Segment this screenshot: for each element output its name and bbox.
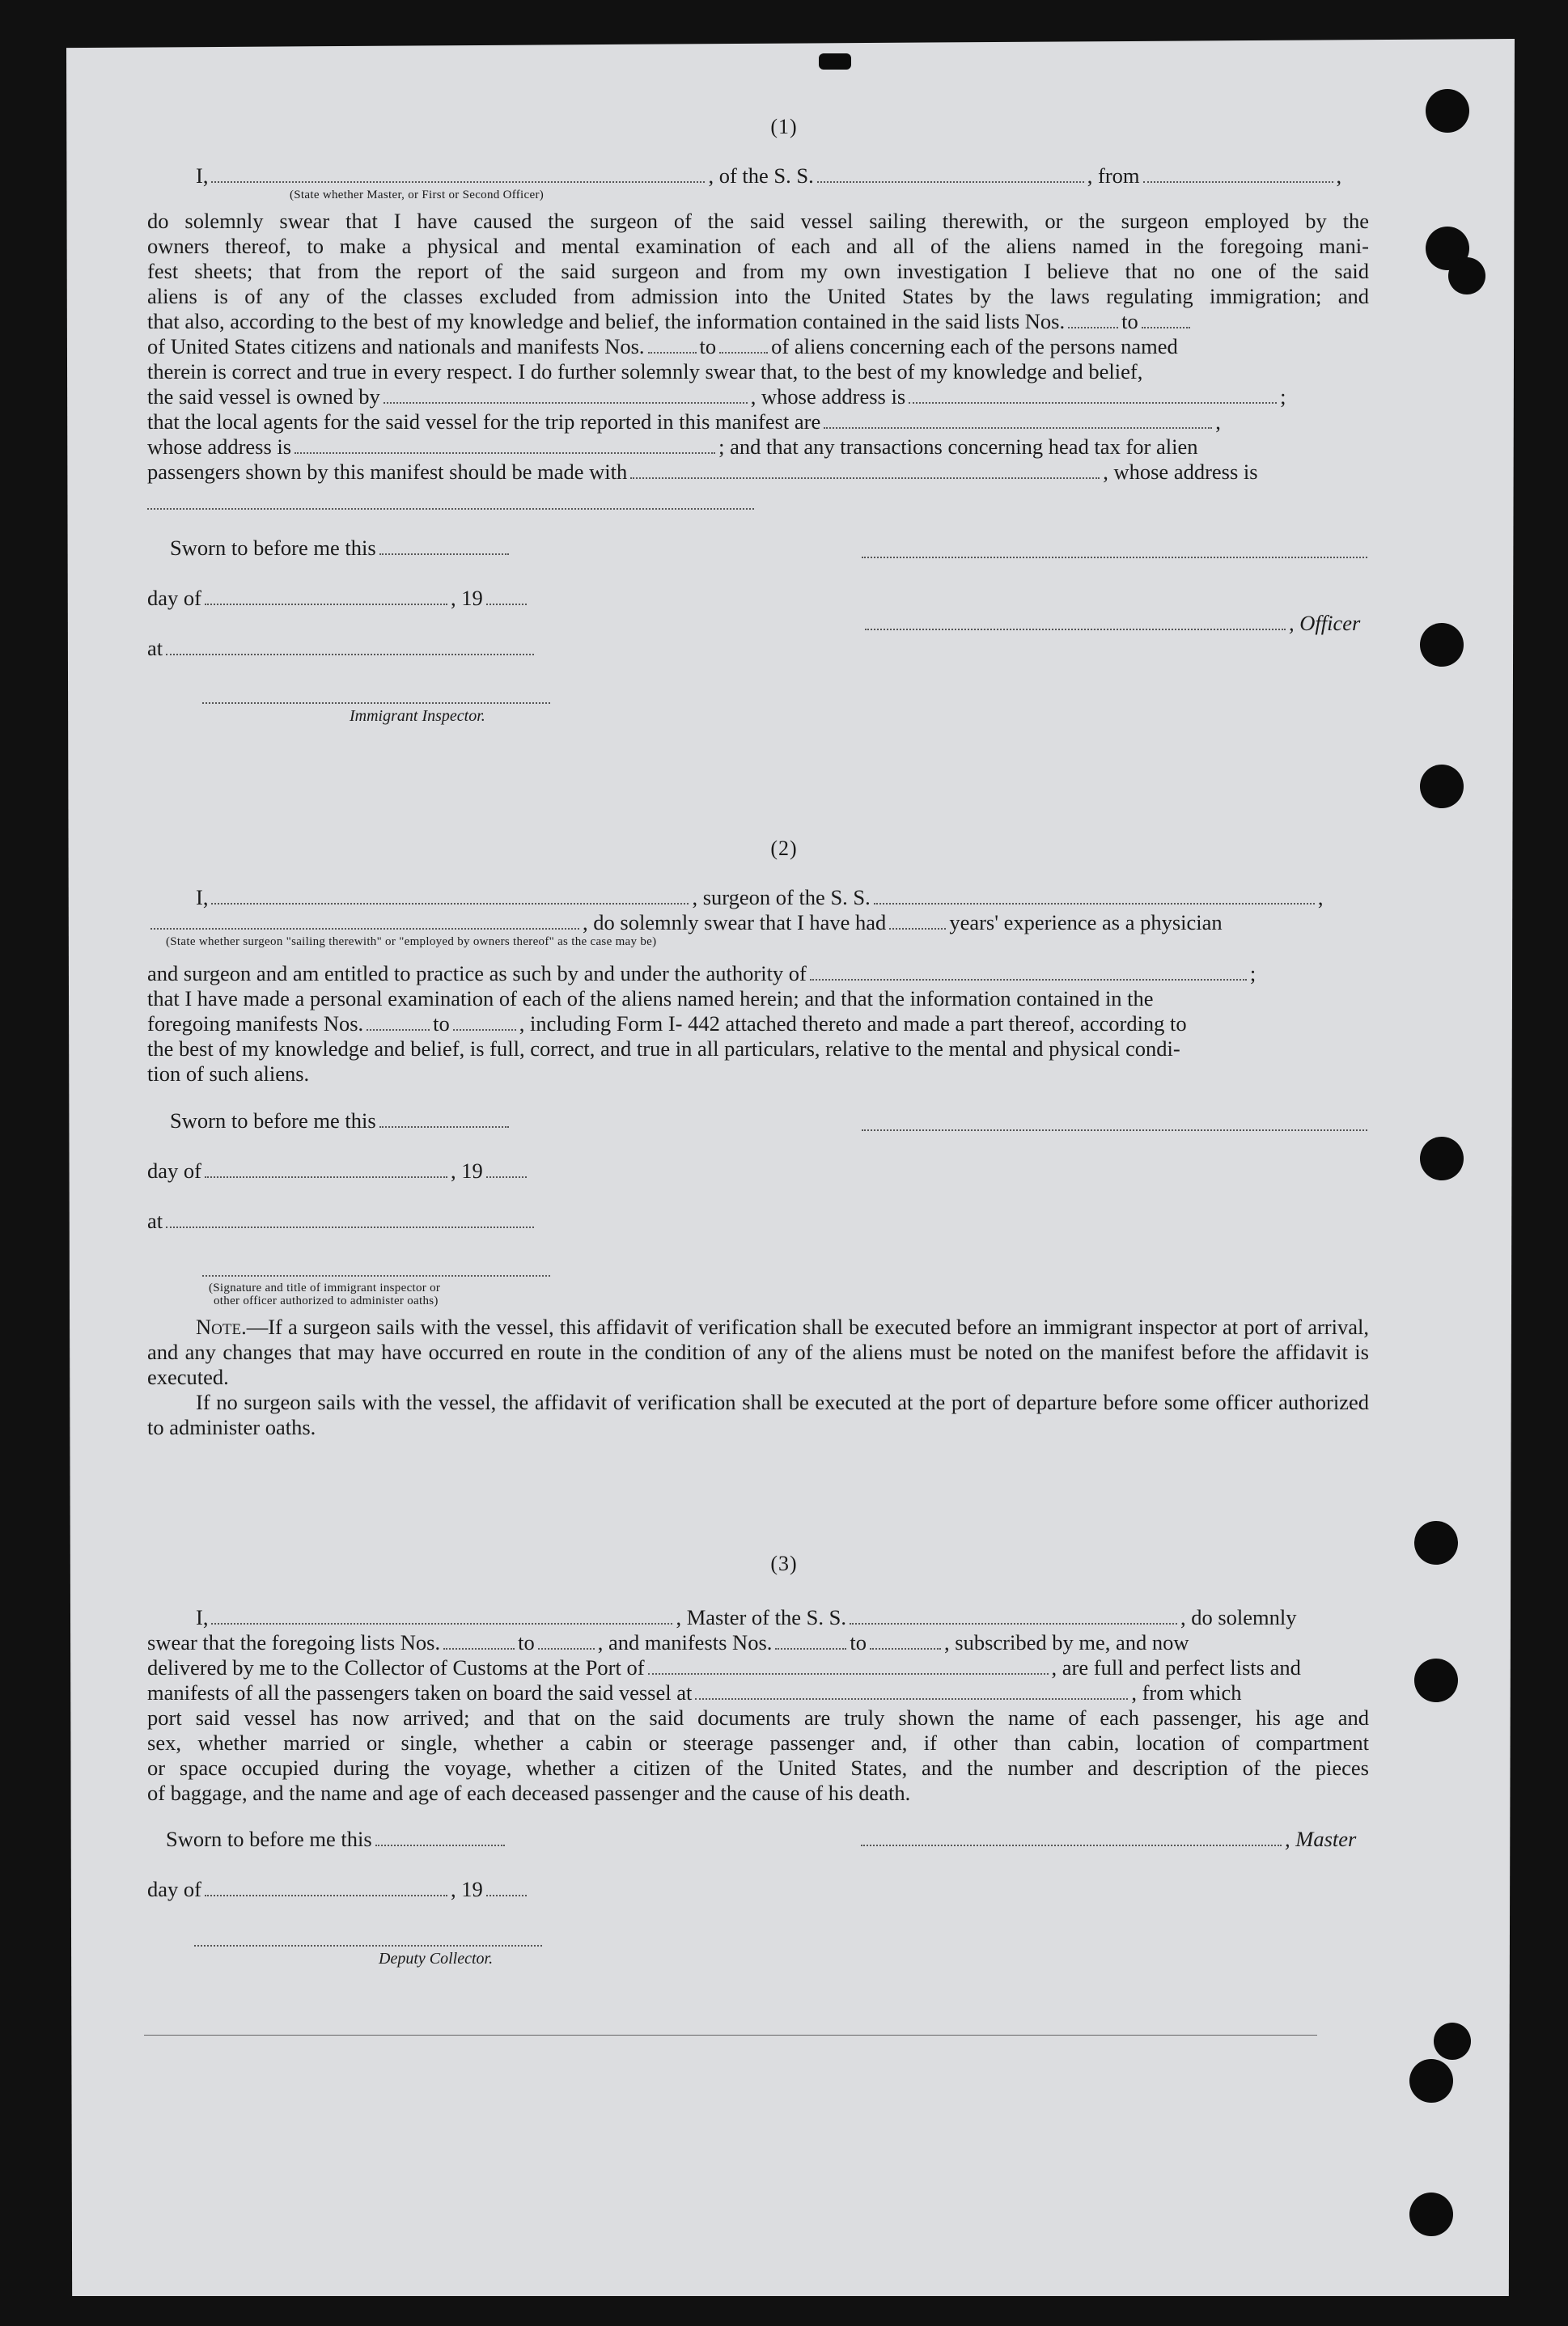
signature-hint-1: (Signature and title of immigrant inspector or xyxy=(209,1282,441,1294)
deputy-collector-label: Deputy Collector. xyxy=(379,1950,494,1968)
authority-line: and surgeon and am entitled to practice as such by and under the authority of ; xyxy=(147,961,1257,985)
section-3-lists: swear that the foregoing lists Nos. to , and manifests Nos. to , subscribed by me, and now xyxy=(147,1630,1189,1654)
section-2-note: Note.—If a surgeon sails with the vessel, this affidavit of verification shall be executed before an immigrant inspector at port of arrival, and any changes that may have occurred en route in the condition of any of the aliens must be noted on the manifest before the affidavit is executed. If no surgeon sails with the vessel, the affidavit of verification shall be executed at the port of departure before some officer authorized to administer oaths. xyxy=(147,1315,1369,1439)
section-3-line-1: I, , Master of the S. S. , do solemnly xyxy=(196,1605,1297,1629)
officer-hint: (State whether Master, or First or Second Officer) xyxy=(290,189,545,201)
deputy-signature-blank xyxy=(194,1945,542,1947)
section-2-signature-blank xyxy=(862,1129,1367,1131)
section-2-body-2: the best of my knowledge and belief, is full, correct, and true in all particulars, relative to the mental and physical condi- xyxy=(147,1036,1180,1061)
correct-line: therein is correct and true in every respect. I do further solemnly swear that, to the best of my knowledge and belief, xyxy=(147,359,1143,383)
address-blank xyxy=(147,508,754,510)
section-3-manifests-all: manifests of all the passengers taken on board the said vessel at , from which xyxy=(147,1680,1242,1705)
section-3-body-last: of baggage, and the name and age of each deceased passenger and the cause of his death. xyxy=(147,1781,911,1805)
punch-hole xyxy=(1409,2193,1453,2236)
local-agents-line: that the local agents for the said vessel for the trip reported in this manifest are , xyxy=(147,409,1221,434)
section-3-master: , Master xyxy=(858,1827,1356,1852)
punch-hole xyxy=(1414,1659,1458,1702)
section-2-body-3: tion of such aliens. xyxy=(147,1061,310,1086)
punch-hole xyxy=(1420,1137,1464,1180)
owned-by-line: the said vessel is owned by , whose address is ; xyxy=(147,384,1286,409)
lists-nos-line: that also, according to the best of my knowledge and belief, the information contained in the said lists Nos. to xyxy=(147,309,1193,334)
section-2-number: (2) xyxy=(770,837,798,860)
punch-hole xyxy=(1409,2059,1453,2103)
inspector-signature-blank xyxy=(202,702,550,704)
punch-hole xyxy=(1448,257,1485,294)
passengers-line: passengers shown by this manifest should be made with , whose address is xyxy=(147,460,1258,484)
section-1-at: at xyxy=(147,636,537,661)
section-2-body-1: that I have made a personal examination of each of the aliens named herein; and that the information contained in the xyxy=(147,986,1154,1010)
section-1-day-of: day of , 19 xyxy=(147,586,530,611)
section-2-inspector-blank xyxy=(202,1275,550,1277)
section-2-manifests: foregoing manifests Nos. to , including Form I- 442 attached thereto and made a part thereof, according to xyxy=(147,1011,1187,1036)
section-3-body: port said vessel has now arrived; and that on the said documents are truly shown the name of each passenger, his age and sex, whether married or single, whether a cabin or steerage passenger and, if other than cabin, location of compartment or space occupied during the voyage, whether a citizen of the United States, and the number and description of the pieces xyxy=(147,1705,1369,1780)
section-1-officer: , Officer xyxy=(862,611,1360,636)
section-1-signature-blank xyxy=(862,557,1367,558)
punch-hole xyxy=(1434,2023,1471,2060)
signature-hint-2: other officer authorized to administer oaths) xyxy=(214,1294,439,1307)
section-3-sworn: Sworn to before me this xyxy=(166,1827,508,1852)
section-2-line-2: , do solemnly swear that I have had years' experience as a physician xyxy=(147,910,1223,935)
section-2-day-of: day of , 19 xyxy=(147,1159,530,1184)
surgeon-hint: (State whether surgeon "sailing therewith" or "employed by owners thereof" as the case may be) xyxy=(166,935,657,948)
section-1-number: (1) xyxy=(770,115,798,138)
section-2-line-1: I, , surgeon of the S. S. , xyxy=(196,885,1324,909)
section-3-delivered: delivered by me to the Collector of Customs at the Port of , are full and perfect lists and xyxy=(147,1655,1301,1680)
punch-hole xyxy=(1420,765,1464,808)
ink-blot xyxy=(819,53,851,70)
section-1-sworn: Sworn to before me this xyxy=(170,536,512,561)
section-2-at: at xyxy=(147,1209,537,1234)
whose-address-line: whose address is ; and that any transactions concerning head tax for alien xyxy=(147,434,1198,459)
section-2-sworn: Sworn to before me this xyxy=(170,1108,512,1133)
section-1-line-1: I, , of the S. S. , from , xyxy=(196,163,1342,188)
section-3-day-of: day of , 19 xyxy=(147,1877,530,1902)
manifests-nos-line: of United States citizens and nationals and manifests Nos. to of aliens concerning each of the persons named xyxy=(147,334,1178,358)
punch-hole xyxy=(1420,623,1464,667)
bottom-rule xyxy=(144,2035,1317,2036)
immigrant-inspector-label: Immigrant Inspector. xyxy=(350,707,485,725)
section-1-body: do solemnly swear that I have caused the surgeon of the said vessel sailing therewith, or the surgeon employed by the owners thereof, to make a physical and mental examination of each and all of the aliens named in the foregoing mani- fest sheets; that from the report of the said surgeon and from my own investigation I believe that no one of the said aliens is of any of the classes excluded from admission into the United States by the laws regulating immigration; and xyxy=(147,209,1369,308)
section-3-number: (3) xyxy=(770,1552,798,1575)
